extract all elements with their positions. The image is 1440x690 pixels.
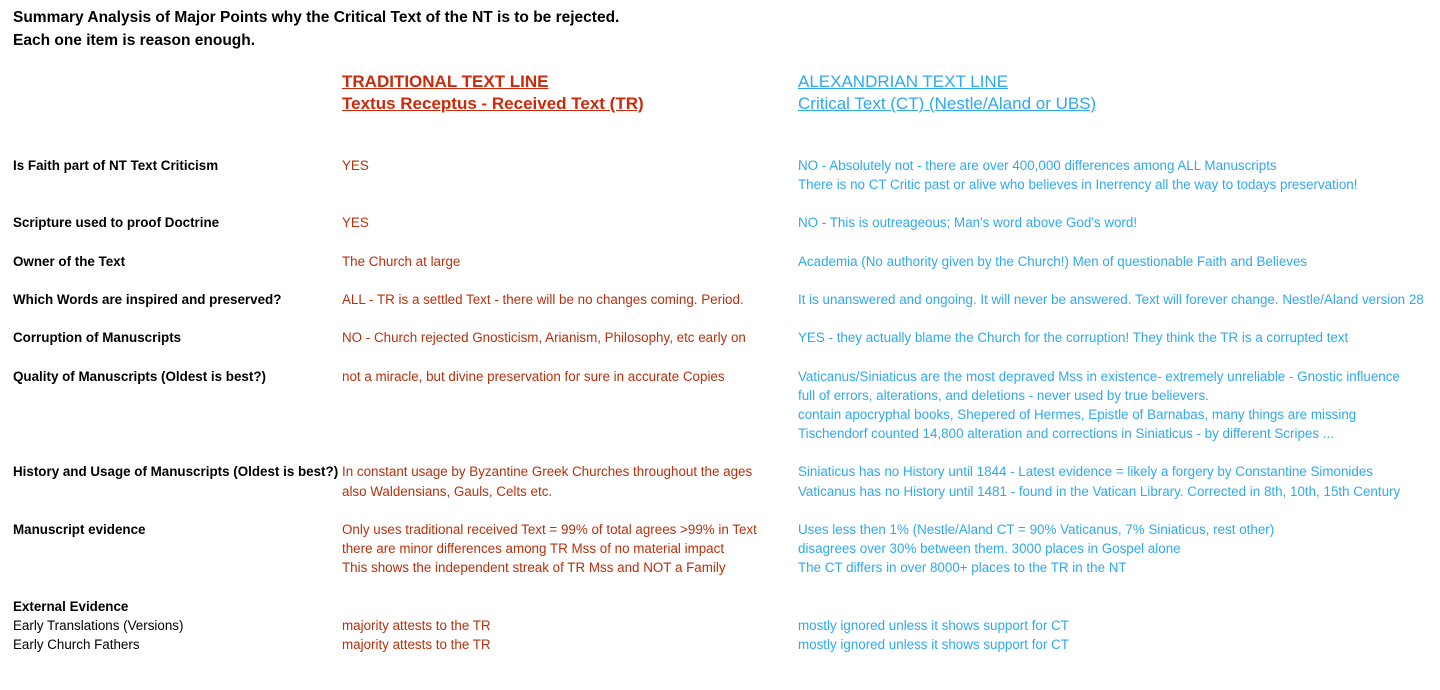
external-item-label: Early Church Fathers <box>13 637 140 652</box>
row-label: Quality of Manuscripts (Oldest is best?) <box>13 369 266 384</box>
row-ct-value: There is no CT Critic past or alive who believes in Inerrency all the way to todays preservation! <box>798 177 1358 192</box>
row-ct-value: Siniaticus has no History until 1844 - Latest evidence = likely a forgery by Constantine Simonides <box>798 464 1373 479</box>
row-tr-value: In constant usage by Byzantine Greek Churches throughout the ages <box>342 464 753 479</box>
ct-header-subtitle: Critical Text (CT) (Nestle/Aland or UBS) <box>798 94 1097 113</box>
row-tr-value: ALL - TR is a settled Text - there will be no changes coming. Period. <box>342 292 744 307</box>
row-tr-value: also Waldensians, Gauls, Celts etc. <box>342 484 553 499</box>
tr-header-subtitle: Textus Receptus - Received Text (TR) <box>342 94 644 113</box>
row-label: Scripture used to proof Doctrine <box>13 215 220 230</box>
row-ct-value: contain apocryphal books, Shepered of Hermes, Epistle of Barnabas, many things are missing <box>798 407 1357 422</box>
row-ct-value: disagrees over 30% between them. 3000 places in Gospel alone <box>798 541 1181 556</box>
row-ct-value: Academia (No authority given by the Church!) Men of questionable Faith and Believes <box>798 254 1308 269</box>
row-tr-value: not a miracle, but divine preservation for sure in accurate Copies <box>342 369 725 384</box>
row-label: Owner of the Text <box>13 254 126 269</box>
row-ct-value: Vaticanus/Siniaticus are the most depraved Mss in existence- extremely unreliable - Gnostic influence <box>798 369 1400 384</box>
row-tr-value: YES <box>342 215 369 230</box>
tr-header-title: TRADITIONAL TEXT LINE <box>342 72 549 91</box>
row-tr-value: This shows the independent streak of TR Mss and NOT a Family <box>342 560 726 575</box>
row-ct-value: full of errors, alterations, and deletions - never used by true believers. <box>798 388 1209 403</box>
row-tr-value: NO - Church rejected Gnosticism, Arianism, Philosophy, etc early on <box>342 330 746 345</box>
row-label: Manuscript evidence <box>13 522 146 537</box>
row-ct-value: NO - This is outreageous; Man's word above God's word! <box>798 215 1138 230</box>
row-ct-value: NO - Absolutely not - there are over 400,000 differences among ALL Manuscripts <box>798 158 1277 173</box>
row-ct-value: Uses less then 1% (Nestle/Aland CT = 90% Vaticanus, 7% Siniaticus, rest other) <box>798 522 1275 537</box>
row-tr-value: there are minor differences among TR Mss of no material impact <box>342 541 725 556</box>
external-item-tr-value: majority attests to the TR <box>342 637 491 652</box>
row-label: Is Faith part of NT Text Criticism <box>13 158 219 173</box>
row-ct-value: It is unanswered and ongoing. It will never be answered. Text will forever change. Nestle/Aland version 28 <box>798 292 1424 307</box>
ct-header-title: ALEXANDRIAN TEXT LINE <box>798 72 1009 91</box>
external-evidence-heading: External Evidence <box>13 599 129 614</box>
row-ct-value: YES - they actually blame the Church for the corruption! They think the TR is a corrupted text <box>798 330 1349 345</box>
row-label: Which Words are inspired and preserved? <box>13 292 282 307</box>
row-tr-value: YES <box>342 158 369 173</box>
row-label: History and Usage of Manuscripts (Oldest is best?) <box>13 464 339 479</box>
row-tr-value: The Church at large <box>342 254 461 269</box>
page-title: Summary Analysis of Major Points why the Critical Text of the NT is to be rejected. <box>13 9 620 26</box>
external-item-ct-value: mostly ignored unless it shows support for CT <box>798 618 1069 633</box>
row-ct-value: Tischendorf counted 14,800 alteration and corrections in Siniaticus - by different Scripes ... <box>798 426 1334 441</box>
row-tr-value: Only uses traditional received Text = 99% of total agrees >99% in Text <box>342 522 757 537</box>
row-ct-value: Vaticanus has no History until 1481 - found in the Vatican Library. Corrected in 8th, 10th, 15th Century <box>798 484 1401 499</box>
external-item-tr-value: majority attests to the TR <box>342 618 491 633</box>
external-item-label: Early Translations (Versions) <box>13 618 184 633</box>
page-subtitle: Each one item is reason enough. <box>13 32 256 49</box>
row-ct-value: The CT differs in over 8000+ places to the TR in the NT <box>798 560 1127 575</box>
external-item-ct-value: mostly ignored unless it shows support for CT <box>798 637 1069 652</box>
row-label: Corruption of Manuscripts <box>13 330 182 345</box>
